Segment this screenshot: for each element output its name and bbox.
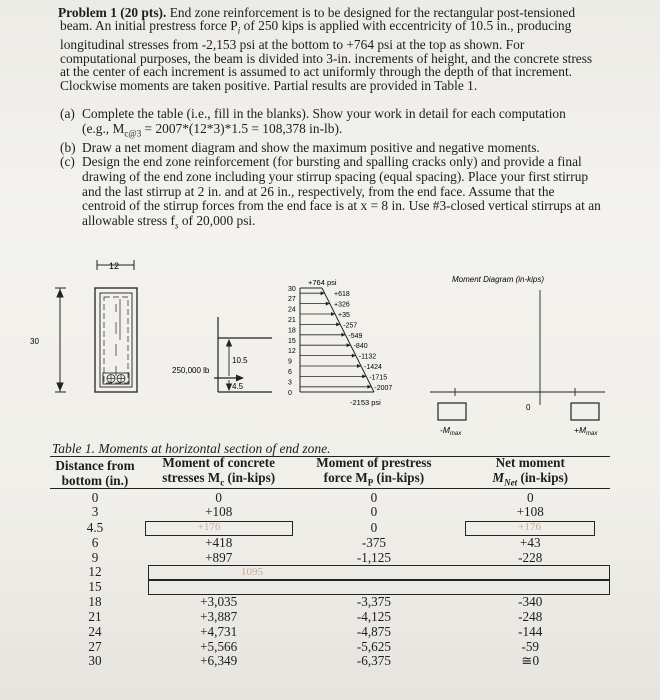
table-row [50,625,610,640]
table-row [50,536,610,551]
net-moment-cell: +108 [516,504,544,520]
concrete-moment-cell: +3,887 [200,609,238,625]
task-b-line-1: Draw a net moment diagram and show the maximum positive and negative moments. [82,139,540,155]
task-a-label: (a) [60,106,75,121]
top-stress-label: +764 psi [308,278,337,287]
mmax-neg-box [438,403,466,420]
prestress-moment-cell: -6,375 [356,653,391,669]
blank-row-cell[interactable] [140,580,610,595]
prestress-moment-cell: -375 [361,534,387,550]
task-c [60,155,620,233]
height-tick-label: 9 [288,358,292,366]
intro-line-4: computational purposes, the beam is divided into 3-in. increments of height, and the concrete stress [60,50,593,66]
height-tick-label: 18 [288,327,296,335]
table-header-row [50,455,610,491]
concrete-moment-cell[interactable] [140,520,297,535]
concrete-moment-cell: +3,035 [200,594,238,610]
distance-cell: 21 [88,609,102,625]
col-net-moment: Net moment $M_{Net}$ (in-kips) [492,455,569,488]
task-a [60,107,620,141]
height-ticks [288,286,296,397]
intro-line-3: longitudinal stresses from -2,153 psi at the bottom to +764 psi at the top as shown. For [60,37,525,53]
prestress-moment-cell: -4,125 [356,609,391,625]
handwritten-note: +176 [518,520,541,533]
handwritten-note: +176 [197,520,221,533]
stress-value-label: -1132 [358,353,377,361]
intro-line-2b: of 250 kips is applied with eccentricity of 10.5 in., producing [240,18,572,34]
task-c-line-5b: of 20,000 psi. [178,212,256,228]
answer-box[interactable] [465,521,595,536]
height-tick-label: 0 [288,389,292,397]
task-b-label: (b) [60,139,76,155]
intro-line-2a: beam. An initial prestress force P [60,18,238,34]
task-a-subscript: c@3 [124,128,142,139]
prestress-moment-cell: -4,875 [356,623,391,639]
stress-value-label: -840 [353,343,368,351]
task-b [60,141,620,156]
col-distance: Distance from bottom (in.) [55,457,135,488]
distance-cell: 4.5 [86,519,104,535]
table-row [50,551,610,566]
answer-box[interactable] [145,521,293,536]
intro-subscript-i: i [237,26,241,37]
table-row [50,580,610,595]
distance-cell: 15 [88,579,102,595]
height-label: 30 [30,337,39,346]
stress-value-label: -2007 [374,384,393,392]
force-label: 250,000 lb [172,366,210,375]
prestress-moment-cell: 0 [370,504,378,520]
stress-value-label: -1715 [369,374,388,382]
stress-value-label: -1424 [364,364,382,371]
height-dimension [55,288,66,392]
intro-line-5: at the center of each increment is assumed to act uniformly through the depth of that increment. [60,64,573,80]
blank-row-cell[interactable] [140,565,610,580]
intro-line-6: Clockwise moments are taken positive. Partial results are provided in Table 1. [60,77,478,93]
height-tick-label: 12 [288,348,296,356]
distance-cell: 0 [91,489,99,505]
table-row [50,565,610,580]
task-c-line-3: and the last stirrup at 2 in. and at 26 in., respectively, from the end face. Assume that the [82,183,555,199]
net-moment-cell: -248 [518,609,543,625]
answer-box[interactable] [148,565,610,580]
moment-zero-label: 0 [526,403,531,412]
task-c-line-4: centroid of the stirrup forces from the end face is at x = 8 in. Use #3-closed vertical stirrups at an [82,198,601,214]
net-moment-cell: -59 [521,638,540,654]
prestress-moment-cell: 0 [370,519,378,535]
table-row [50,505,610,520]
table-caption: Table 1. Moments at horizontal section of end zone. [52,441,331,456]
table-row [50,654,610,669]
height-tick-label: 24 [288,306,296,314]
task-c-line-1: Design the end zone reinforcement (for bursting and spalling cracks only) and provide a final [82,154,582,170]
height-tick-label: 21 [288,317,296,324]
problem-heading: Problem 1 (20 pts). [58,5,167,20]
concrete-moment-cell: +4,731 [200,623,238,639]
concrete-moment-cell: +5,566 [200,638,238,654]
net-moment-cell: 0 [526,489,534,505]
concrete-moment-cell: +897 [205,549,233,565]
table-header-rule [50,488,610,489]
net-moment-cell: -340 [518,594,543,610]
concrete-moment-cell: +6,349 [200,653,238,669]
task-a-line-1: Complete the table (i.e., fill in the blanks). Show your work in detail for each computation [82,106,566,121]
mmax-pos-label: $+M_{max}$ [574,425,598,437]
problem-intro [60,6,615,92]
distance-cell: 24 [88,623,102,639]
moment-diagram-title: Moment Diagram (in-kips) [452,275,545,284]
task-c-line-5: allowable stress f [82,212,175,228]
height-tick-label: 15 [288,337,296,345]
stress-value-label: -257 [343,322,358,330]
col-concrete-moment: Moment of concrete stresses $M_c$ (in-kips) [162,455,276,488]
distance-cell: 30 [88,653,102,669]
beam-elevation [214,317,272,392]
moment-diagram [430,290,605,420]
prestress-moment-cell: -3,375 [356,594,391,610]
net-moment-cell: -144 [518,623,543,639]
stress-value-label: +35 [338,312,350,319]
mmax-pos-box [571,403,599,420]
height-tick-label: 27 [288,296,296,304]
eccentricity-label: 10.5 [232,356,248,365]
net-moment-cell: +43 [519,534,541,550]
stress-value-label: +618 [334,291,350,299]
table-row [50,595,610,610]
height-tick-label: 6 [288,369,292,376]
concrete-moment-cell: +418 [205,534,233,550]
task-a-line-2: (e.g., M [82,120,125,136]
net-moment-cell[interactable] [450,520,610,535]
distance-cell: 18 [88,594,102,610]
task-c-label: (c) [60,154,75,170]
eccentricity-bottom-label: 4.5 [232,382,244,391]
distance-cell: 27 [88,638,102,654]
task-list [60,107,620,233]
table-row [50,640,610,655]
concrete-moment-cell: 0 [215,489,222,505]
table-row [50,610,610,625]
cross-section [95,288,137,392]
bottom-stress-label: -2153 psi [350,398,381,407]
height-tick-label: 3 [288,379,292,387]
distance-cell: 6 [91,534,99,550]
prestress-moment-cell: -5,625 [356,638,391,654]
stress-value-label: +326 [334,301,350,309]
answer-box[interactable] [148,580,610,595]
task-c-line-2: drawing of the end zone including your stirrup spacing (equal spacing). Place your first stirrup [82,169,589,185]
distance-cell: 9 [91,549,99,565]
width-label: 12 [109,261,120,271]
net-moment-cell: -228 [518,549,543,565]
distance-cell: 12 [88,564,102,580]
stress-value-label: -549 [348,332,363,340]
net-moment-cell: ≅0 [521,653,540,669]
table-row [50,491,610,506]
prestress-moment-cell: -1,125 [356,549,391,565]
col-prestress-moment: Moment of prestress force $M_P$ (in-kips) [316,455,432,488]
handwritten-note: 1095 [241,566,263,579]
mmax-neg-label: $-M_{max}$ [440,425,462,437]
distance-cell: 3 [91,504,99,520]
concrete-moment-cell: +108 [205,504,233,520]
intro-line-1: End zone reinforcement is to be designed for the rectangular post-tensioned [169,5,576,20]
eccentricity-dims [227,340,232,390]
table-row [50,520,610,535]
stress-lines [300,291,392,392]
task-a-line-2b: = 2007*(12*3)*1.5 = 108,378 in-lb). [141,120,343,136]
task-c-subscript: s [174,220,179,231]
end-zone-figure [0,240,660,450]
height-tick-label: 30 [288,285,296,293]
prestress-moment-cell: 0 [370,489,378,505]
